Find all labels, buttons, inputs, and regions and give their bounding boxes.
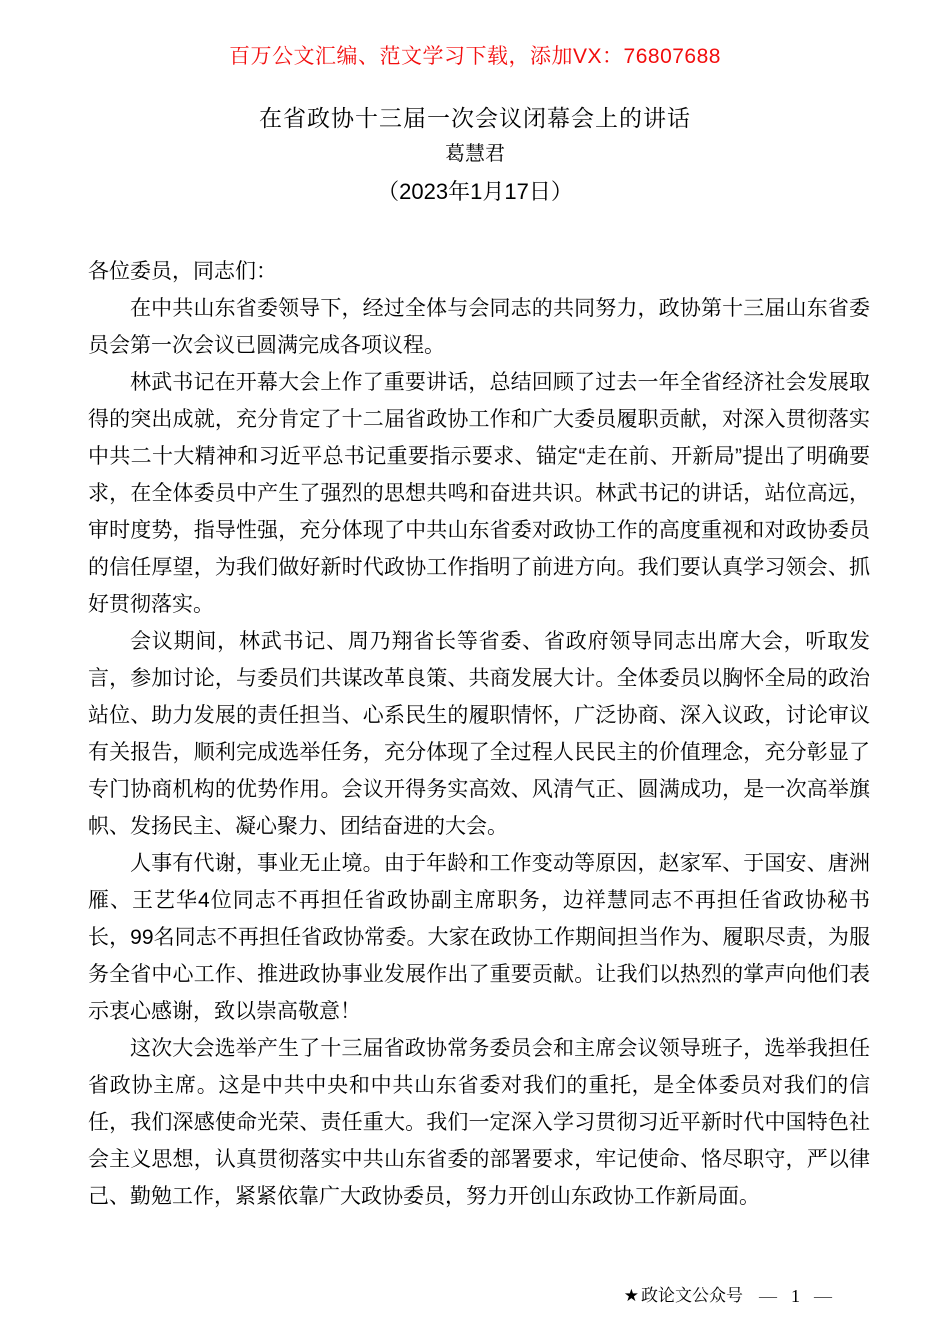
page-number: 1 bbox=[791, 1286, 800, 1306]
paragraph-election-results: 这次大会选举产生了十三届省政协常务委员会和主席会议领导班子，选举我担任省政协主席。这是中共中央和中共山东省委对我们的重托，是全体委员对我们的信任，我们深感使命光荣、责任重大。我们一定深入学习贯彻习近平新时代中国特色社会主义思想，认真贯彻落实中共山东省委的部署要求，牢记使命、恪尽职守，严以律己、勤勉工作，紧紧依靠广大政协委员，努力开创山东政协工作新局面。 bbox=[88, 1037, 870, 1208]
promo-banner: 百万公文汇编、范文学习下载，添加VX：76807688 bbox=[229, 45, 721, 68]
date-line: （2023年1月17日） bbox=[377, 179, 573, 204]
paragraph-personnel-changes: 人事有代谢，事业无止境。由于年龄和工作变动等原因，赵家军、于国安、唐洲雁、王艺华4位同志不再担任省政协副主席职务，边祥慧同志不再担任省政协秘书长，99名同志不再担任省政协常委。大家在政协工作期间担当作为、履职尽责，为服务全省中心工作、推进政协事业发展作出了重要贡献。让我们以热烈的掌声向他们表示衷心感谢，致以崇高敬意！ bbox=[88, 852, 870, 1023]
page-number-group bbox=[759, 1286, 832, 1306]
paragraph-opening-speech: 林武书记在开幕大会上作了重要讲话，总结回顾了过去一年全省经济社会发展取得的突出成就，充分肯定了十二届省政协工作和广大委员履职贡献，对深入贯彻落实中共二十大精神和习近平总书记重要指示要求、锚定“走在前、开新局”提出了明确要求，在全体委员中产生了强烈的思想共鸣和奋进共识。林武书记的讲话，站位高远，审时度势，指导性强，充分体现了中共山东省委对政协工作的高度重视和对政协委员的信任厚望，为我们做好新时代政协工作指明了前进方向。我们要认真学习领会、抓好贯彻落实。 bbox=[88, 371, 870, 616]
document-title: 在省政协十三届一次会议闭幕会上的讲话 bbox=[259, 105, 691, 131]
paragraph-opening: 在中共山东省委领导下，经过全体与会同志的共同努力，政协第十三届山东省委员会第一次会议已圆满完成各项议程。 bbox=[88, 297, 870, 357]
star-icon: ★ bbox=[623, 1286, 639, 1305]
page-number-dash-left: — bbox=[759, 1286, 777, 1306]
footer-brand: 政论文公众号 bbox=[641, 1286, 743, 1305]
page-number-dash-right: — bbox=[814, 1286, 832, 1306]
page-footer bbox=[624, 1286, 832, 1306]
paragraph-meeting-summary: 会议期间，林武书记、周乃翔省长等省委、省政府领导同志出席大会，听取发言，参加讨论，与委员们共谋改革良策、共商发展大计。全体委员以胸怀全局的政治站位、助力发展的责任担当、心系民生的履职情怀，广泛协商、深入议政，讨论审议有关报告，顺利完成选举任务，充分体现了全过程人民民主的价值理念，充分彰显了专门协商机构的优势作用。会议开得务实高效、风清气正、圆满成功，是一次高举旗帜、发扬民主、凝心聚力、团结奋进的大会。 bbox=[88, 630, 870, 838]
author-name: 葛慧君 bbox=[445, 143, 505, 165]
salutation: 各位委员，同志们： bbox=[88, 260, 277, 283]
document-body bbox=[88, 253, 870, 1215]
